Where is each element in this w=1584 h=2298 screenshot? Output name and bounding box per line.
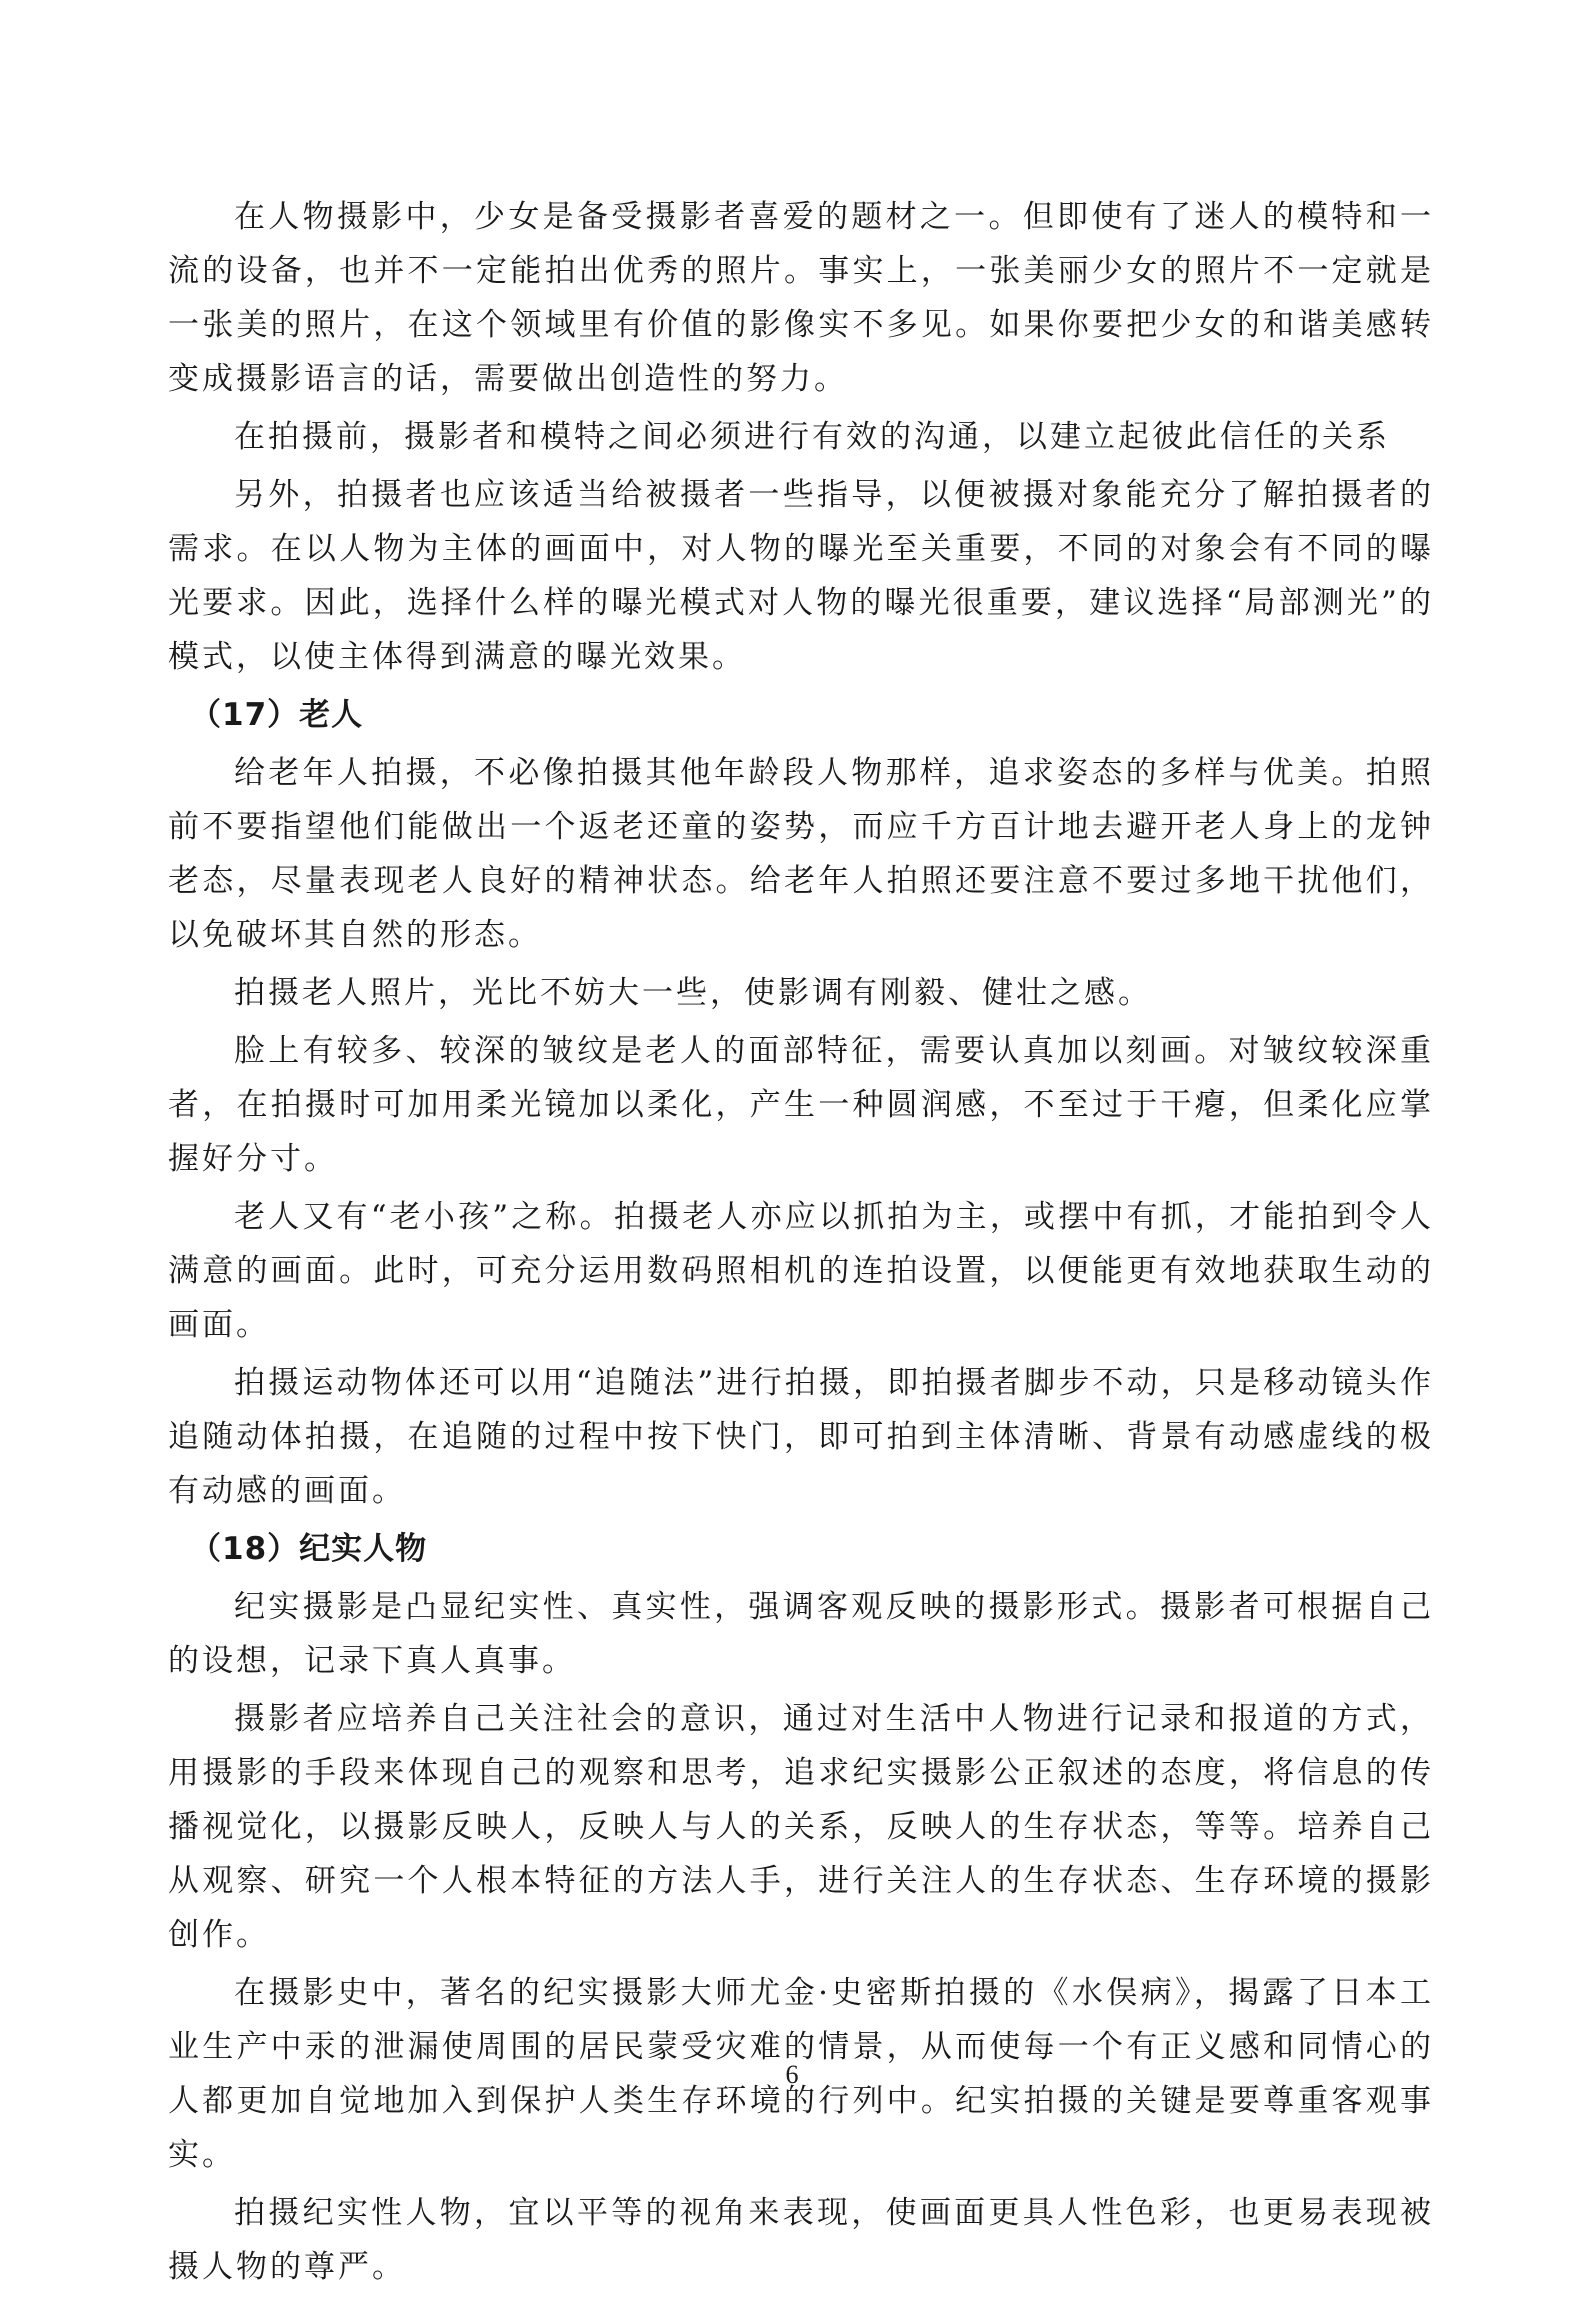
paragraph: 老人又有“老小孩”之称。拍摄老人亦应以抓拍为主，或摆中有抓，才能拍到令人满意的画面。此时，可充分运用数码照相机的连拍设置，以便能更有效地获取生动的画面。 [168,1199,1434,1343]
paragraph: 拍摄纪实性人物，宜以平等的视角来表现，使画面更具人性色彩，也更易表现被摄人物的尊严。 [168,2195,1434,2285]
paragraph: 给老年人拍摄，不必像拍摄其他年龄段人物那样，追求姿态的多样与优美。拍照前不要指望他们能做出一个返老还童的姿势，而应千方百计地去避开老人身上的龙钟老态，尽量表现老人良好的精神状态。给老年人拍照还要注意不要过多地干扰他们，以免破坏其自然的形态。 [168,755,1434,953]
paragraph: 脸上有较多、较深的皱纹是老人的面部特征，需要认真加以刻画。对皱纹较深重者，在拍摄时可加用柔光镜加以柔化，产生一种圆润感，不至过于干瘪，但柔化应掌握好分寸。 [168,1033,1434,1177]
paragraph: 纪实摄影是凸显纪实性、真实性，强调客观反映的摄影形式。摄影者可根据自己的设想，记录下真人真事。 [168,1589,1434,1679]
section-heading-documentary: （18）纪实人物 [190,1531,428,1567]
paragraph: 拍摄运动物体还可以用“追随法”进行拍摄，即拍摄者脚步不动，只是移动镜头作追随动体拍摄，在追随的过程中按下快门，即可拍到主体清晰、背景有动感虚线的极有动感的画面。 [168,1365,1434,1509]
paragraph: 在摄影史中，著名的纪实摄影大师尤金·史密斯拍摄的《水俣病》，揭露了日本工业生产中汞的泄漏使周围的居民蒙受灾难的情景，从而使每一个有正义感和同情心的人都更加自觉地加入到保护人类生存环境的行列中。纪实拍摄的关键是要尊重客观事实。 [168,1975,1434,2173]
paragraph: 摄影者应培养自己关注社会的意识，通过对生活中人物进行记录和报道的方式，用摄影的手段来体现自己的观察和思考，追求纪实摄影公正叙述的态度，将信息的传播视觉化，以摄影反映人，反映人与人的关系，反映人的生存状态，等等。培养自己从观察、研究一个人根本特征的方法人手，进行关注人的生存状态、生存环境的摄影创作。 [168,1701,1434,1953]
paragraph: 在人物摄影中，少女是备受摄影者喜爱的题材之一。但即使有了迷人的模特和一流的设备，也并不一定能拍出优秀的照片。事实上，一张美丽少女的照片不一定就是一张美的照片，在这个领域里有价值的影像实不多见。如果你要把少女的和谐美感转变成摄影语言的话，需要做出创造性的努力。 [168,199,1434,397]
paragraph: 在拍摄前，摄影者和模特之间必须进行有效的沟通，以建立起彼此信任的关系 [234,419,1390,455]
page-number: 6 [785,2060,799,2089]
paragraph: 另外，拍摄者也应该适当给被摄者一些指导，以便被摄对象能充分了解拍摄者的需求。在以人物为主体的画面中，对人物的曝光至关重要，不同的对象会有不同的曝光要求。因此，选择什么样的曝光模式对人物的曝光很重要，建议选择“局部测光”的模式，以使主体得到满意的曝光效果。 [168,477,1434,675]
document-body [168,190,1434,2298]
paragraph: 拍摄老人照片，光比不妨大一些，使影调有刚毅、健壮之感。 [234,975,1152,1011]
section-heading-elderly: （17）老人 [190,697,364,733]
